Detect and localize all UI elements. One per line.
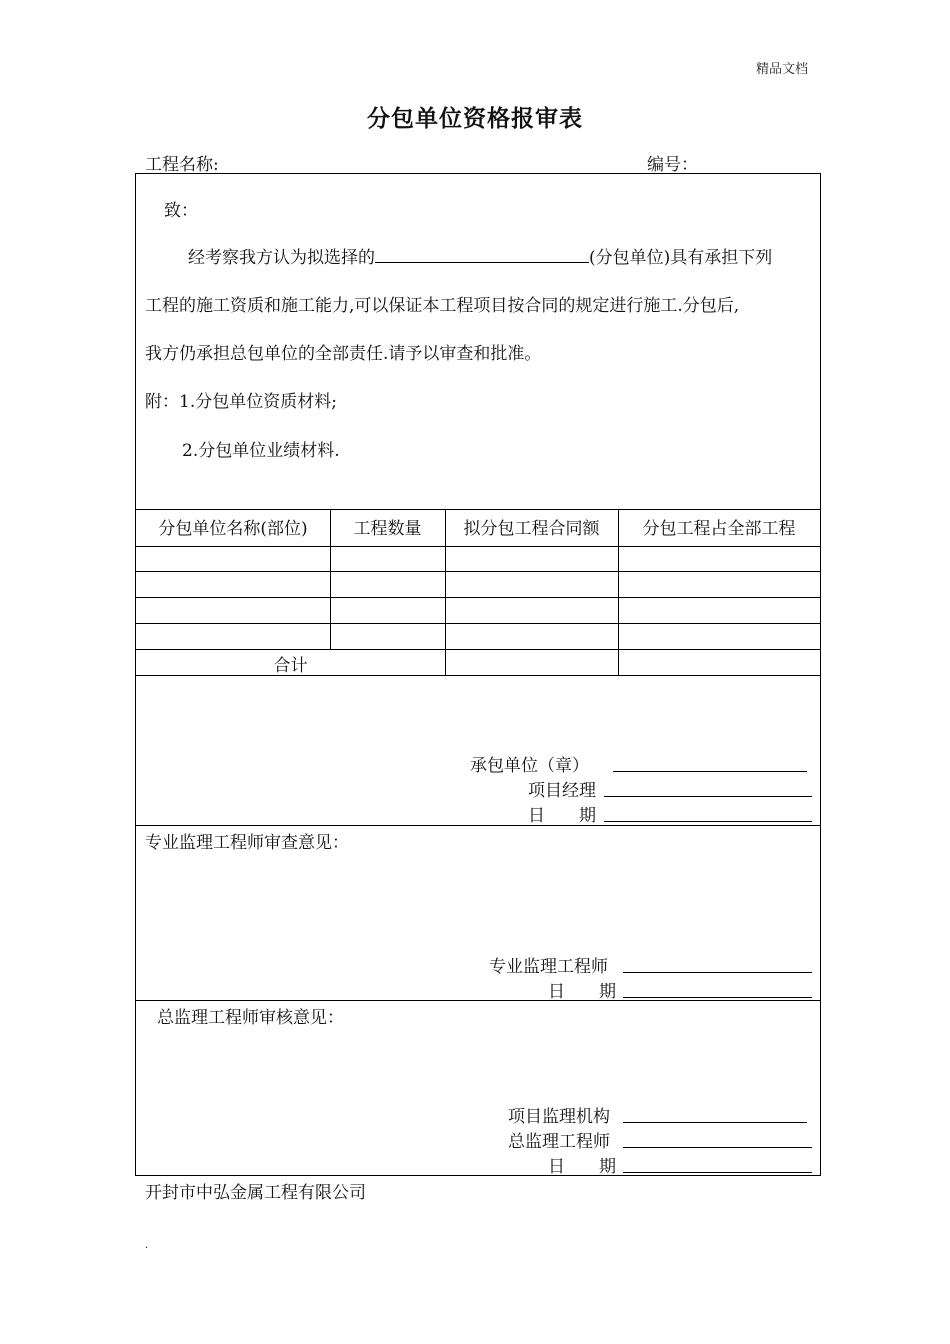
chief-date-label: 日 期 [548, 1157, 616, 1177]
table-row[interactable] [136, 624, 820, 649]
table-row-line [136, 649, 820, 650]
table-row[interactable] [136, 547, 820, 571]
form-frame [135, 173, 821, 1176]
contractor-unit-blank[interactable] [613, 753, 807, 772]
section-divider [136, 825, 820, 826]
attachment-2: 2.分包单位业绩材料. [182, 441, 340, 461]
letter-line-2: 工程的施工资质和施工能力,可以保证本工程项目按合同的规定进行施工.分包后, [145, 296, 740, 316]
total-label: 合计 [273, 656, 308, 676]
attachment-1: 附：1.分包单位资质材料; [145, 392, 337, 412]
contractor-date-label: 日 期 [528, 806, 596, 826]
project-name-label: 工程名称: [145, 155, 219, 175]
section-divider [136, 1000, 820, 1001]
letter-line-1-start: 经考察我方认为拟选择的 [188, 248, 375, 268]
subcontractor-blank[interactable] [375, 244, 589, 263]
contractor-unit-label: 承包单位（章） [470, 756, 589, 776]
contractor-date-blank[interactable] [604, 803, 812, 822]
chief-engineer-label: 总监理工程师 [508, 1132, 610, 1152]
letter-line-1 [188, 243, 772, 268]
table-top-line [136, 509, 820, 510]
company-name: 开封市中弘金属工程有限公司 [145, 1183, 366, 1203]
chief-engineer-blank[interactable] [623, 1129, 812, 1148]
specialist-engineer-label: 专业监理工程师 [489, 957, 608, 977]
supervision-org-blank[interactable] [623, 1104, 807, 1123]
letter-line-3: 我方仍承担总包单位的全部责任.请予以审查和批准。 [145, 344, 542, 364]
col-header-percentage: 分包工程占全部工程 [642, 519, 796, 539]
project-manager-label: 项目经理 [528, 781, 596, 801]
project-manager-blank[interactable] [604, 778, 812, 797]
specialist-date-label: 日 期 [548, 982, 616, 1002]
table-row[interactable] [136, 598, 820, 623]
watermark: 精品文档 [755, 62, 808, 77]
letter-line-1-end: (分包单位)具有承担下列 [589, 248, 773, 268]
page-title: 分包单位资格报审表 [367, 105, 583, 132]
col-header-quantity: 工程数量 [353, 519, 422, 539]
specialist-opinion-title: 专业监理工程师审查意见： [145, 833, 349, 853]
supervision-org-label: 项目监理机构 [508, 1107, 610, 1127]
col-header-subcontractor: 分包单位名称(部位) [158, 519, 308, 539]
chief-date-blank[interactable] [623, 1154, 812, 1173]
footer-dot: . [145, 1240, 149, 1251]
chief-opinion-title: 总监理工程师审核意见： [157, 1008, 344, 1028]
number-label: 编号： [647, 155, 698, 175]
table-row[interactable] [136, 572, 820, 597]
to-label: 致： [164, 201, 198, 221]
specialist-date-blank[interactable] [623, 979, 812, 998]
specialist-engineer-blank[interactable] [623, 954, 812, 973]
col-header-contract-amount: 拟分包工程合同额 [463, 519, 600, 539]
